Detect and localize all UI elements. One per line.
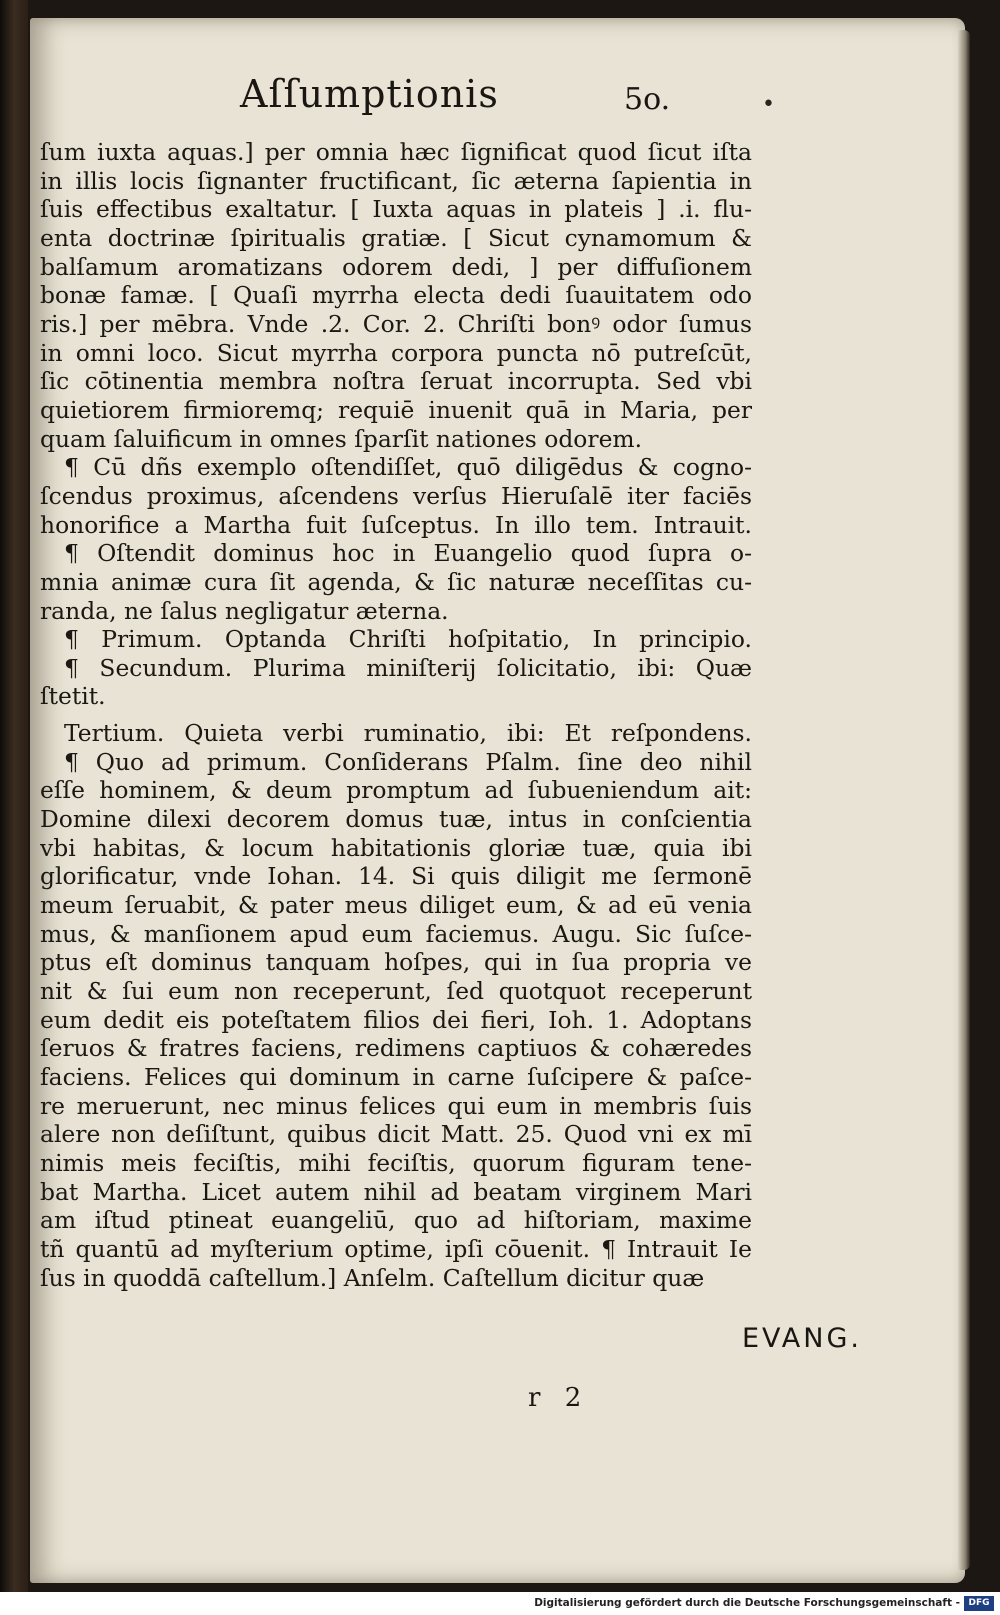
text-line: eum dedit eis poteſtatem filios dei fieri, Ioh. 1. Adoptans <box>40 1005 752 1034</box>
text-line: ſum iuxta aquas.] per omnia hæc ſignificat quod ſicut iſta <box>40 138 752 166</box>
text-line: enta doctrinæ ſpiritualis gratiæ. [ Sicut cynamomum & <box>40 223 752 252</box>
text-line: mus, & manſionem apud eum faciemus. Augu. Sic ſuſce- <box>40 919 752 948</box>
text-line: am iſtud ptineat euangeliū, quo ad hiſtoriam, maxime <box>40 1206 752 1235</box>
text-line: nit & ſui eum non receperunt, ſed quotquot receperunt <box>40 977 752 1006</box>
corner-mark: • <box>762 92 775 117</box>
text-line: balſamum aromatizans odorem dedi, ] per diffuſionem <box>40 252 752 281</box>
body-text <box>40 138 752 1292</box>
text-line: tñ quantū ad myſterium optime, ipſi cōuenit. ¶ Intrauit Ie <box>40 1234 752 1263</box>
text-line: ſeruos & fratres faciens, redimens captiuos & cohæredes <box>40 1034 752 1063</box>
text-line: quietiorem firmioremq; requiē inuenit quā in Maria, per <box>40 395 752 424</box>
running-head: Aſſumptionis <box>240 72 499 116</box>
text-line: re meruerunt, nec minus felices qui eum in membris ſuis <box>40 1091 752 1120</box>
text-line: ſcendus proximus, aſcendens verſus Hieruſalē iter faciēs <box>40 481 752 510</box>
text-line: honorifice a Martha fuit ſuſceptus. In illo tem. Intrauit. <box>40 510 752 539</box>
text-line: vbi habitas, & locum habitationis gloriæ tuæ, quia ibi <box>40 833 752 862</box>
text-line: in illis locis ſignanter fructificant, ſic æterna ſapientia in <box>40 166 752 195</box>
text-line: mnia animæ cura ſit agenda, & ſic naturæ neceſſitas cu- <box>40 567 752 596</box>
text-line: ſtetit. <box>40 682 106 711</box>
text-line: ſus in quoddā caſtellum.] Anſelm. Caſtellum dicitur quæ <box>40 1263 705 1292</box>
paragraph-start: ¶ Oſtendit dominus hoc in Euangelio quod ſupra o- <box>64 539 752 568</box>
text-line: quam ſaluificum in omnes ſparſit nationes odorem. <box>40 424 643 453</box>
text-line: in omni loco. Sicut myrrha corpora puncta nō putreſcūt, <box>40 338 752 367</box>
margin-note: EVANG. <box>742 1323 862 1354</box>
text-line: bat Martha. Licet autem nihil ad beatam virginem Mari <box>40 1177 752 1206</box>
folio-number: 5o. <box>624 82 671 117</box>
signature-mark: r 2 <box>528 1383 590 1413</box>
text-line: ſuis effectibus exaltatur. [ Iuxta aquas in plateis ] .i. flu- <box>40 195 752 224</box>
text-line: nimis meis feciſtis, mihi feciſtis, quorum figuram tene- <box>40 1148 752 1177</box>
paragraph-start: ¶ Quo ad primum. Conſiderans Pſalm. ſine deo nihil <box>64 747 752 776</box>
book-binding <box>0 0 28 1592</box>
division-heading: ¶ Primum. Optanda Chriſti hoſpitatio, In principio. <box>64 625 752 654</box>
text-line: meum ſeruabit, & pater meus diliget eum, & ad eū venia <box>40 891 752 920</box>
text-line: ptus eſt dominus tanquam hoſpes, qui in ſua propria ve <box>40 948 752 977</box>
text-line: eſſe hominem, & deum promptum ad ſubueniendum ait: <box>40 776 752 805</box>
dfg-logo: DFG <box>964 1596 994 1611</box>
text-line: randa, ne ſalus negligatur æterna. <box>40 596 449 625</box>
text-line: bonæ famæ. [ Quaſi myrrha electa dedi ſuauitatem odo <box>40 281 752 310</box>
text-line: ris.] per mēbra. Vnde .2. Cor. 2. Chriſti bonꝰ odor ſumus <box>40 309 752 338</box>
footer-credit: Digitalisierung gefördert durch die Deutsche Forschungsgemeinschaft - <box>534 1597 960 1609</box>
text-line: Domine dilexi decorem domus tuæ, intus in conſcientia <box>40 805 752 834</box>
spacer <box>40 711 752 719</box>
text-line: alere non deſiſtunt, quibus dicit Matt. 25. Quod vni ex mī <box>40 1120 752 1149</box>
paragraph-start: ¶ Cū dñs exemplo oſtendiſſet, quō diligēdus & cogno- <box>64 453 752 482</box>
division-heading: ¶ Secundum. Plurima miniſterij ſolicitatio, ibi: Quæ <box>64 653 752 682</box>
page-edge <box>958 30 970 1570</box>
text-line: glorificatur, vnde Iohan. 14. Si quis diligit me ſermonē <box>40 862 752 891</box>
text-line: ſic cōtinentia membra noſtra ſeruat incorrupta. Sed vbi <box>40 367 752 396</box>
text-line: faciens. Felices qui dominum in carne ſuſcipere & paſce- <box>40 1063 752 1091</box>
division-heading: Tertium. Quieta verbi ruminatio, ibi: Et reſpondens. <box>64 719 752 748</box>
